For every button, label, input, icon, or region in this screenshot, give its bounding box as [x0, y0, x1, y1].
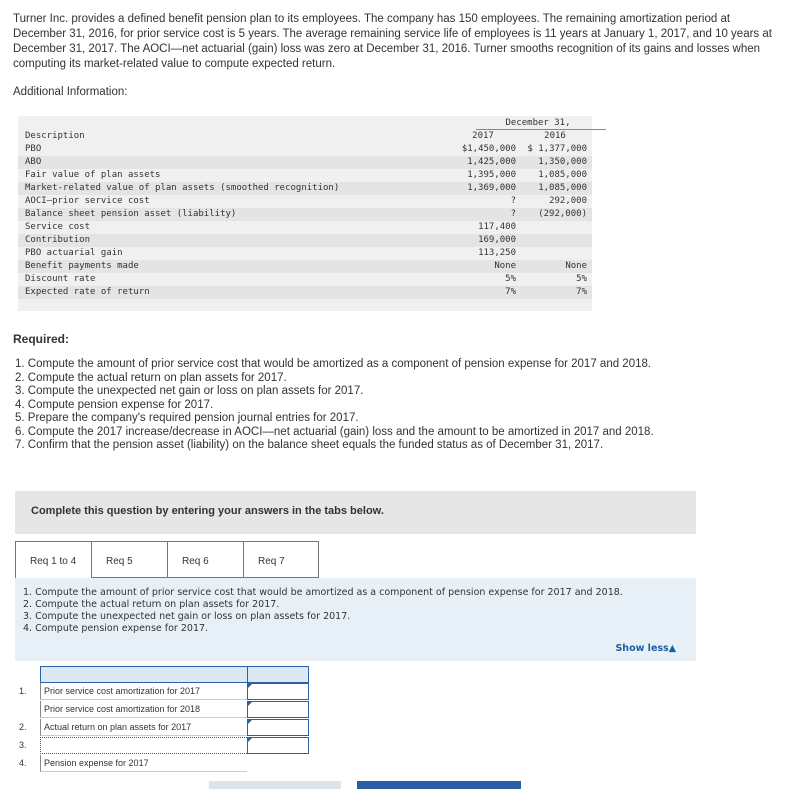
- tab-instructions: [15, 578, 696, 661]
- tab-req-6[interactable]: Req 6: [167, 541, 243, 578]
- list-item: 4. Compute pension expense for 2017.: [15, 398, 214, 411]
- table-header-row: [18, 130, 592, 143]
- answer-table-header: [40, 666, 309, 683]
- row-label: Pension expense for 2017: [40, 755, 247, 772]
- required-list: [15, 358, 654, 453]
- row-value-2017: 113,250: [478, 248, 516, 258]
- row-value-2017: 1,425,000: [467, 157, 516, 167]
- next-button[interactable]: [357, 781, 521, 789]
- row-label: Market-related value of plan assets (smoothed recognition): [25, 183, 340, 193]
- instruction-line: 3. Compute the unexpected net gain or loss on plan assets for 2017.: [23, 611, 351, 622]
- additional-info-label: Additional Information:: [13, 86, 128, 98]
- description-header: Description: [25, 131, 85, 141]
- problem-intro: Turner Inc. provides a defined benefit pension plan to its employees. The company has 150 employees. The remaining amortization period at December 31, 2016, for prior service cost is 5 years. The average remaining service life of employees is 11 years at January 1, 2017, and 10 years at December 31, 2017. The AOCI—net actuarial (gain) loss was zero at December 31, 2016. Turner smooths recognition of its gains and losses when computing its market-related value to compute expected return.: [13, 13, 772, 70]
- row-value-2017: 5%: [505, 274, 516, 284]
- required-heading: Required:: [13, 332, 70, 346]
- table-date-header: December 31,: [505, 118, 571, 128]
- row-label: Discount rate: [25, 274, 96, 284]
- psc-amortization-2017-input[interactable]: [247, 683, 309, 700]
- row-label: Prior service cost amortization for 2018: [40, 701, 247, 718]
- row-number: 3.: [19, 740, 27, 750]
- col-2016-header: 2016: [544, 131, 566, 141]
- table-row: [18, 195, 592, 208]
- table-row: [15, 737, 309, 754]
- gain-loss-select[interactable]: [40, 737, 259, 754]
- row-label: Service cost: [25, 222, 91, 232]
- table-row: [15, 701, 309, 718]
- pension-data-table: [18, 116, 592, 311]
- tab-bar: [15, 541, 319, 578]
- row-value-2016: 1,085,000: [538, 183, 587, 193]
- row-value-2017: ?: [510, 209, 516, 219]
- list-item: 5. Prepare the company's required pension journal entries for 2017.: [15, 412, 359, 424]
- row-value-2016: 5%: [576, 274, 587, 284]
- row-number: 4.: [19, 758, 27, 768]
- col-2017-header: 2017: [472, 131, 494, 141]
- tab-req-7[interactable]: Req 7: [243, 541, 319, 578]
- instruction-line: 1. Compute the amount of prior service cost that would be amortized as a component of pension expense for 2017 and 2018.: [23, 587, 623, 598]
- table-row: [18, 169, 592, 182]
- row-label: Balance sheet pension asset (liability): [25, 209, 237, 219]
- row-value-2017: 169,000: [478, 235, 516, 245]
- list-item: 1. Compute the amount of prior service cost that would be amortized as a component of pension expense for 2017 and 2018.: [15, 358, 652, 370]
- row-label: Fair value of plan assets: [25, 170, 161, 180]
- table-row: [18, 260, 592, 273]
- row-value-2016: 292,000: [549, 196, 587, 206]
- table-row: [18, 182, 592, 195]
- row-value-2017: 1,395,000: [467, 170, 516, 180]
- table-row: [15, 719, 309, 736]
- list-item: 3. Compute the unexpected net gain or loss on plan assets for 2017.: [15, 385, 364, 397]
- row-number: 2.: [19, 722, 27, 732]
- table-row: [18, 273, 592, 286]
- list-item: 2. Compute the actual return on plan assets for 2017.: [15, 371, 287, 384]
- table-row: [15, 755, 309, 772]
- prev-button[interactable]: [209, 781, 341, 789]
- instruction-line: 2. Compute the actual return on plan assets for 2017.: [23, 599, 280, 610]
- table-row: [18, 247, 592, 260]
- row-value-2016: $ 1,377,000: [527, 144, 587, 154]
- row-value-2017: $1,450,000: [461, 144, 516, 154]
- list-item: 6. Compute the 2017 increase/decrease in AOCI—net actuarial (gain) loss and the amount to be amortized in 2017 and 2018.: [15, 425, 654, 438]
- row-label: AOCI–prior service cost: [25, 196, 150, 206]
- row-value-2016: (292,000): [538, 209, 587, 219]
- row-number: 1.: [19, 686, 27, 696]
- table-row: [15, 683, 309, 700]
- row-label: Benefit payments made: [25, 261, 139, 271]
- table-row: [18, 143, 592, 156]
- tab-req-1-4[interactable]: Req 1 to 4: [15, 541, 91, 578]
- table-row: [18, 286, 592, 299]
- table-row: [18, 156, 592, 169]
- table-row: [18, 208, 592, 221]
- show-less-link[interactable]: Show less▲: [615, 643, 676, 654]
- row-label: PBO: [25, 144, 42, 154]
- row-label: Actual return on plan assets for 2017: [40, 719, 247, 736]
- row-label: Contribution: [25, 235, 91, 245]
- row-value-2016: 1,085,000: [538, 170, 587, 180]
- row-label: PBO actuarial gain: [25, 248, 123, 258]
- row-value-2017: 1,369,000: [467, 183, 516, 193]
- psc-amortization-2018-input[interactable]: [247, 701, 309, 718]
- row-label: ABO: [25, 157, 42, 167]
- row-label: Prior service cost amortization for 2017: [40, 683, 247, 700]
- complete-prompt: Complete this question by entering your answers in the tabs below.: [15, 491, 696, 534]
- row-value-2016: 1,350,000: [538, 157, 587, 167]
- row-label: Expected rate of return: [25, 287, 150, 297]
- actual-return-input[interactable]: [247, 719, 309, 736]
- row-value-2017: ?: [510, 196, 516, 206]
- row-value-2017: None: [494, 261, 516, 271]
- row-value-2016: 7%: [576, 287, 587, 297]
- row-value-2016: None: [565, 261, 587, 271]
- row-value-2017: 117,400: [478, 222, 516, 232]
- table-row: [18, 234, 592, 247]
- unexpected-gain-loss-input[interactable]: [247, 737, 309, 754]
- instruction-line: 4. Compute pension expense for 2017.: [23, 623, 209, 634]
- list-item: 7. Confirm that the pension asset (liability) on the balance sheet equals the funded status as of December 31, 2017.: [15, 439, 604, 451]
- row-value-2017: 7%: [505, 287, 516, 297]
- table-row: [18, 221, 592, 234]
- tab-req-5[interactable]: Req 5: [91, 541, 167, 578]
